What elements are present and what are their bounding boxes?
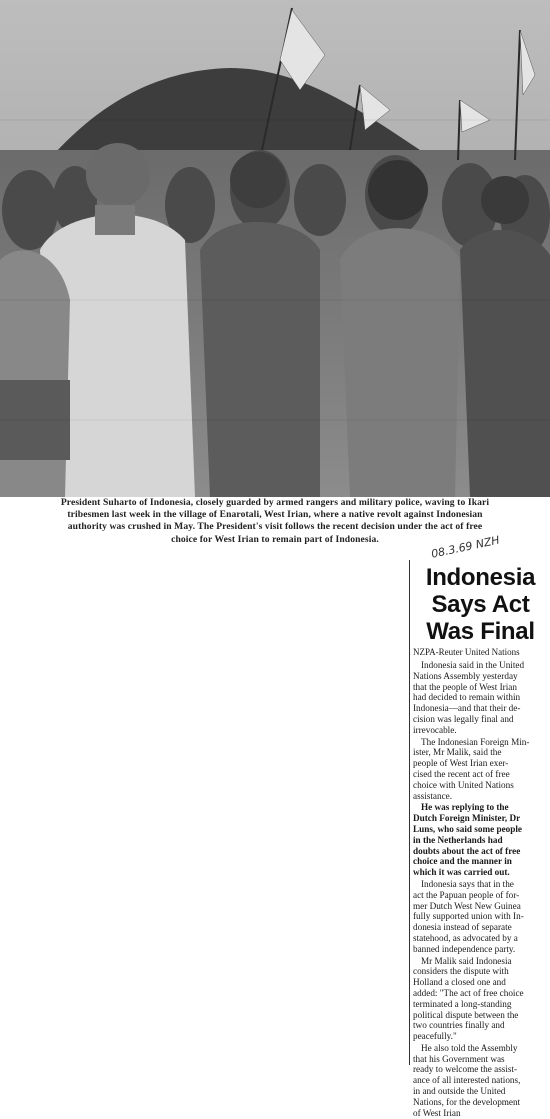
paragraph-line: Indonesia says that in the [421, 878, 514, 889]
paragraph-line: Nations Assembly yesterday [413, 670, 518, 681]
paragraph-line: choice with United Nations [413, 779, 514, 790]
paragraph-line: peacefully." [413, 1031, 457, 1042]
paragraph-line: ready to welcome the assist- [413, 1064, 518, 1075]
article-headline [413, 564, 548, 645]
paragraph-line: doubts about the act of free [413, 845, 521, 856]
paragraph-line: donesia instead of separate [413, 922, 512, 933]
paragraph-line: The Indonesian Foreign Min- [421, 736, 530, 747]
column-rule [409, 560, 410, 1065]
paragraph-line: act the Papuan people of for- [413, 889, 520, 900]
article [413, 560, 548, 1119]
paragraph-line: He also told the Assembly [421, 1042, 518, 1053]
caption-line: choice for West Irian to remain part of Indonesia. [171, 533, 379, 545]
paragraph-line: irrevocable. [413, 724, 457, 735]
paragraph-line: Mr Malik said Indonesia [421, 955, 512, 966]
paragraph-line: in and outside the United [413, 1086, 506, 1097]
article-paragraph [413, 802, 548, 878]
paragraph-line: Indonesia said in the United [421, 660, 525, 670]
article-paragraph [413, 737, 548, 802]
paragraph-line: cised the recent act of free [413, 768, 510, 779]
paragraph-line: added: "The act of free choice [413, 987, 524, 998]
paragraph-line: Holland a closed one and [413, 977, 506, 988]
article-paragraph [413, 1043, 548, 1119]
article-body [413, 660, 548, 1118]
paragraph-line: terminated a long-standing [413, 998, 512, 1009]
paragraph-line: of West Irian [413, 1107, 461, 1118]
photo-illustration [0, 0, 550, 497]
paragraph-line: statehood, as advocated by a [413, 932, 518, 943]
headline-line: Says Act [431, 591, 530, 618]
paragraph-line: considers the dispute with [413, 966, 509, 977]
paragraph-line: assistance. [413, 790, 453, 801]
paragraph-line: had decided to remain within [413, 692, 521, 703]
paragraph-line: Luns, who said some people [413, 823, 522, 834]
paragraph-line: choice and the manner in [413, 856, 512, 867]
paragraph-line: banned independence party. [413, 943, 516, 954]
caption-line: authority was crushed in May. The President's visit follows the recent decision under the act of free [67, 521, 483, 533]
paragraph-line: people of West Irian exer- [413, 758, 509, 769]
paragraph-line: mer Dutch West New Guinea [413, 900, 521, 911]
paragraph-line: which it was carried out. [413, 867, 510, 878]
paragraph-line: fully supported union with In- [413, 911, 524, 922]
headline-line: Indonesia [425, 564, 536, 591]
article-paragraph [413, 956, 548, 1042]
article-paragraph [413, 879, 548, 955]
paragraph-line: Indonesia—and that their de- [413, 703, 521, 714]
caption-line: tribesmen last week in the village of Enarotali, West Irian, where a native revolt against Indonesian [67, 509, 483, 521]
paragraph-line: Nations, for the development [413, 1096, 521, 1107]
paragraph-line: Dutch Foreign Minister, Dr [413, 813, 521, 824]
paragraph-line: that his Government was [413, 1053, 505, 1064]
caption-line: President Suharto of Indonesia, closely guarded by armed rangers and military police, waving to Ikari [60, 497, 490, 508]
paragraph-line: ance of all interested nations, [413, 1075, 521, 1086]
news-photograph [0, 0, 550, 497]
article-paragraph [413, 660, 548, 736]
article-byline: NZPA-Reuter United Nations [413, 647, 520, 657]
paragraph-line: ister, Mr Malik, said the [413, 747, 502, 758]
paragraph-line: in the Netherlands had [413, 834, 503, 845]
photo-caption [2, 497, 548, 546]
handwritten-annotation: 08.3.69 NZH [430, 533, 501, 561]
paragraph-line: that the people of West Irian [413, 681, 517, 692]
paragraph-line: cision was legally final and [413, 713, 514, 724]
paragraph-line: two countries finally and [413, 1020, 505, 1031]
headline-line: Was Final [426, 618, 535, 645]
paragraph-line: political dispute between the [413, 1009, 519, 1020]
paragraph-line: He was replying to the [421, 802, 509, 813]
